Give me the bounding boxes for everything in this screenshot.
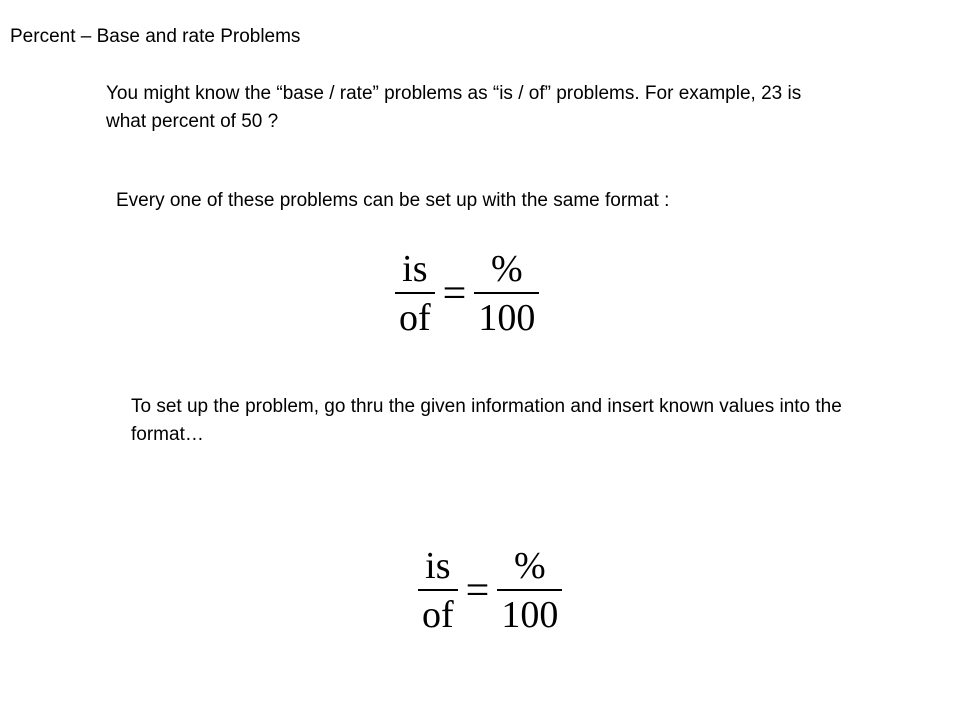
right-numerator: %	[491, 248, 523, 290]
page-title: Percent – Base and rate Problems	[10, 26, 301, 47]
equals-sign: =	[442, 270, 467, 317]
proportion-formula-repeat	[418, 546, 562, 635]
right-fraction	[497, 546, 562, 635]
format-statement: Every one of these problems can be set up with the same format :	[116, 190, 670, 211]
left-numerator: is	[402, 248, 428, 290]
left-fraction	[418, 546, 458, 635]
fraction-bar	[474, 292, 539, 294]
left-denominator: of	[422, 594, 454, 636]
fraction-bar	[418, 589, 458, 591]
left-numerator: is	[425, 545, 451, 587]
fraction-bar	[395, 292, 435, 294]
right-denominator: 100	[501, 594, 559, 636]
right-denominator: 100	[478, 297, 536, 339]
fraction-bar	[497, 589, 562, 591]
equals-sign: =	[465, 567, 490, 614]
left-denominator: of	[399, 297, 431, 339]
proportion-formula	[395, 249, 539, 338]
right-numerator: %	[514, 545, 546, 587]
right-fraction	[474, 249, 539, 338]
setup-instructions: To set up the problem, go thru the given information and insert known values into the format…	[131, 396, 842, 445]
intro-text: You might know the “base / rate” problems as “is / of” problems. For example, 23 is what percent of 50 ?	[106, 83, 802, 132]
left-fraction	[395, 249, 435, 338]
